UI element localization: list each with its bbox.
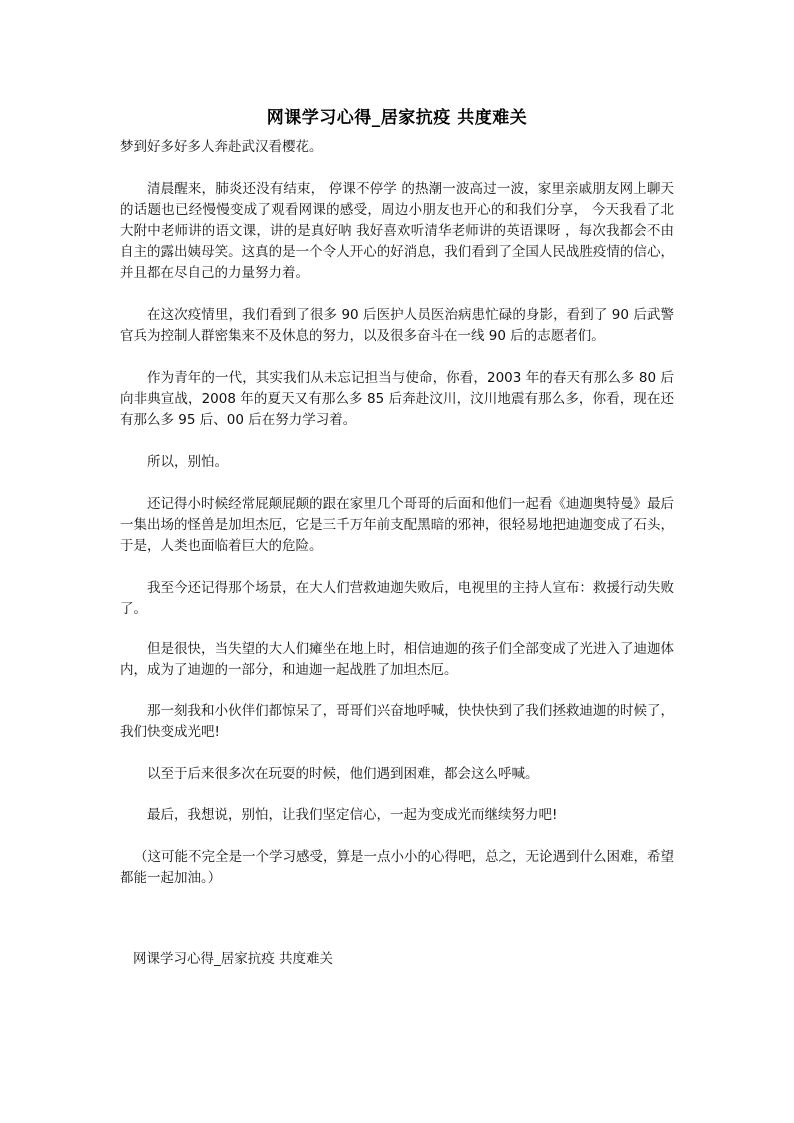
paragraph-5: 所以，别怕。 [147,454,228,470]
paragraph-11: 最后，我想说，别怕，让我们坚定信心，一起为变成光而继续努力吧! [147,807,558,823]
document-title: 网课学习心得_居家抗疫 共度难关 [266,108,528,128]
paragraph-12: （这可能不完全是一个学习感受，算是一点小小的心得吧，总之，无论遇到什么困难，希望都能一起加油。） [120,849,674,886]
paragraph-6: 还记得小时候经常屁颠屁颠的跟在家里几个哥哥的后面和他们一起看《迪迦奥特曼》最后一集出场的怪兽是加坦杰厄，它是三千万年前支配黑暗的邪神，很轻易地把迪迦变成了石头，于是，人类也面临着巨大的危险。 [120,496,674,554]
paragraph-8: 但是很快，当失望的大人们瘫坐在地上时，相信迪迦的孩子们全部变成了光进入了迪迦体内，成为了迪迦的一部分，和迪迦一起战胜了加坦杰厄。 [120,641,674,678]
paragraph-7: 我至今还记得那个场景，在大人们营救迪迦失败后，电视里的主持人宣布：救援行动失败了。 [120,580,674,617]
document-footer: 网课学习心得_居家抗疫 共度难关 [133,951,334,967]
paragraph-4: 作为青年的一代，其实我们从未忘记担当与使命，你看，2003 年的春天有那么多 80 后向非典宣战，2008 年的夏天又有那么多 85 后奔赴汶川，汶川地震有那么多，你看，现在还有那么多 95 后、00 后在努力学习着。 [120,370,674,428]
paragraph-2: 清晨醒来，肺炎还没有结束， 停课不停学 的热潮一波高过一波，家里亲戚朋友网上聊天的话题也已经慢慢变成了观看网课的感受，周边小朋友也开心的和我们分享， 今天我看了北大附中老师讲的语文课，讲的是真好呐 我好喜欢听清华老师讲的英语课呀 ，每次我都会不由自主的露出姨母笑。这真的是一个令人开心的好消息，我们看到了全国人民战胜疫情的信心，并且都在尽自己的力量努力着。 [120,181,674,281]
paragraph-9: 那一刻我和小伙伴们都惊呆了，哥哥们兴奋地呼喊，快快快到了我们拯救迪迦的时候了，我们快变成光吧! [120,703,674,740]
paragraph-10: 以至于后来很多次在玩耍的时候，他们遇到困难，都会这么呼喊。 [147,766,539,782]
paragraph-3: 在这次疫情里，我们看到了很多 90 后医护人员医治病患忙碌的身影，看到了 90 后武警官兵为控制人群密集来不及休息的努力，以及很多奋斗在一线 90 后的志愿者们。 [120,307,674,344]
paragraph-1: 梦到好多好多人奔赴武汉看樱花。 [120,139,323,155]
